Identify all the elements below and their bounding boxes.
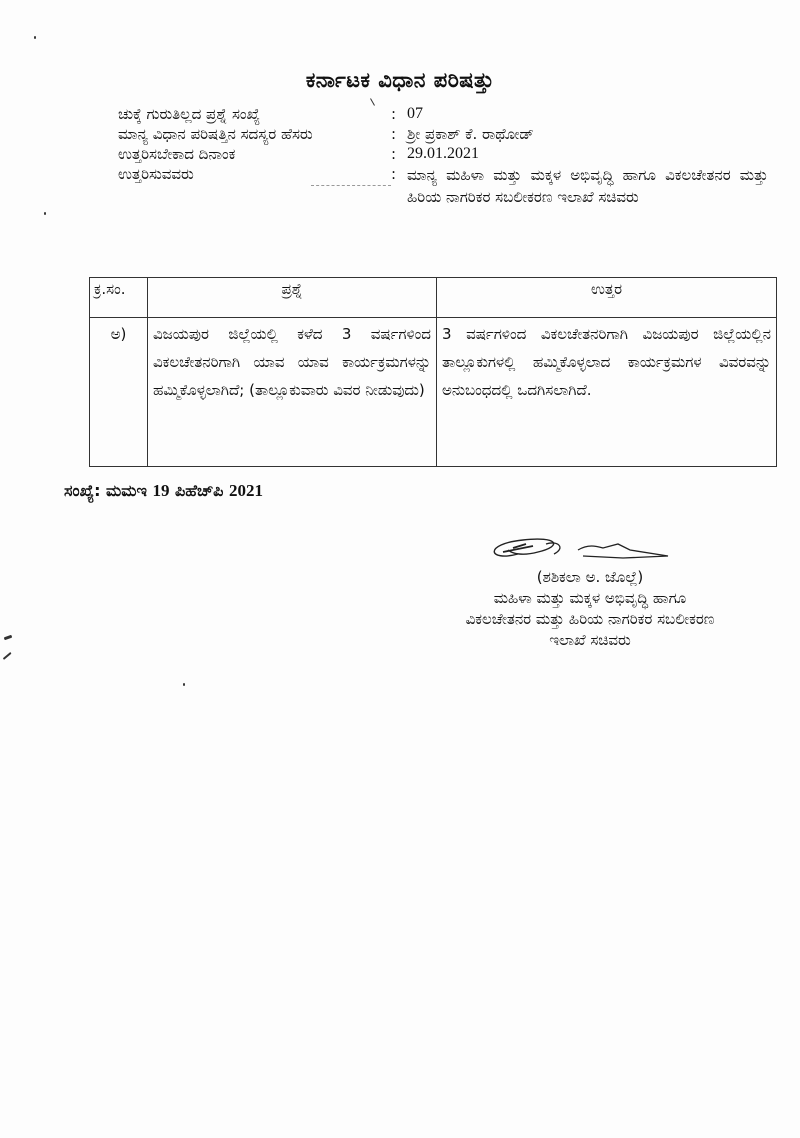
meta-row-question-number — [118, 104, 768, 124]
scan-speck — [44, 212, 46, 215]
serial-number-cell: ಅ) — [90, 318, 148, 467]
table-header-row — [90, 278, 777, 318]
meta-row-answer-date — [118, 144, 768, 164]
meta-colon: : — [391, 105, 397, 123]
member-name: ಶ್ರೀ ಪ್ರಕಾಶ್ ಕೆ. ರಾಥೋಡ್ — [407, 125, 534, 143]
meta-row-member-name — [118, 124, 768, 144]
meta-colon: : — [391, 145, 397, 163]
signatory-block — [380, 567, 800, 651]
reference-number — [64, 481, 263, 501]
meta-row-respondent — [118, 164, 768, 208]
meta-colon: : — [391, 125, 397, 143]
signatory-title-line-1: ಮಹಿಳಾ ಮತ್ತು ಮಕ್ಕಳ ಅಭಿವೃದ್ಧಿ ಹಾಗೂ — [493, 589, 687, 607]
signatory-title-line-3: ಇಲಾಖೆ ಸಚಿವರು — [549, 631, 631, 649]
answer-date: 29.01.2021 — [407, 145, 479, 162]
document-title: ಕರ್ನಾಟಕ ವಿಧಾನ ಪರಿಷತ್ತು — [305, 68, 495, 92]
meta-label: ಚುಕ್ಕೆ ಗುರುತಿಲ್ಲದ ಪ್ರಶ್ನೆ ಸಂಖ್ಯೆ — [118, 105, 261, 123]
meta-label: ಉತ್ತರಿಸಬೇಕಾದ ದಿನಾಂಕ — [118, 145, 236, 163]
reference-prefix: ಸಂಖ್ಯೆ: ಮಮಇ — [64, 481, 153, 500]
question-number: 07 — [407, 105, 423, 122]
scan-speck — [183, 683, 185, 686]
table-row — [90, 318, 777, 467]
reference-num1: 19 — [152, 481, 170, 500]
scan-speck — [4, 635, 13, 641]
question-metadata — [118, 104, 768, 208]
meta-label: ಉತ್ತರಿಸುವವರು — [118, 165, 194, 183]
question-answer-table — [89, 277, 777, 467]
answer-cell: 3 ವರ್ಷಗಳಿಂದ ವಿಕಲಚೇತನರಿಗಾಗಿ ವಿಜಯಪುರ ಜಿಲ್ಲೆಯಲ್ಲಿನ ತಾಲ್ಲೂಕುಗಳಲ್ಲಿ ಹಮ್ಮಿಕೊಳ್ಳಲಾದ ಕಾರ್ಯಕ್ರಮಗಳ ವಿವರವನ್ನು ಅನುಬಂಧದಲ್ಲಿ ಒದಗಿಸಲಾಗಿದೆ. — [437, 318, 777, 467]
header-answer: ಉತ್ತರ — [437, 278, 777, 318]
meta-colon: : — [391, 165, 397, 183]
scan-speck — [3, 652, 12, 660]
signatory-name: (ಶಶಿಕಲಾ ಅ. ಜೊಲ್ಲೆ) — [536, 568, 644, 586]
question-cell: ವಿಜಯಪುರ ಜಿಲ್ಲೆಯಲ್ಲಿ ಕಳೆದ 3 ವರ್ಷಗಳಿಂದ ವಿಕಲಚೇತನರಿಗಾಗಿ ಯಾವ ಯಾವ ಕಾರ್ಯಕ್ರಮಗಳನ್ನು ಹಮ್ಮಿಕೊಳ್ಳಲಾಗಿದೆ; (ತಾಲ್ಲೂಕುವಾರು ವಿವರ ನೀಡುವುದು) — [148, 318, 437, 467]
reference-year: 2021 — [228, 481, 263, 500]
header-question: ಪ್ರಶ್ನೆ — [148, 278, 437, 318]
header-serial-number: ಕ್ರ.ಸಂ. — [90, 278, 148, 318]
scan-speck — [34, 36, 36, 39]
leader-dots-divider — [311, 185, 391, 186]
reference-mid: ಪಿಹೆಚ್‌ಪಿ — [169, 481, 229, 500]
meta-label: ಮಾನ್ಯ ವಿಧಾನ ಪರಿಷತ್ತಿನ ಸದಸ್ಯರ ಹೆಸರು — [118, 125, 313, 143]
signature-icon — [478, 534, 678, 566]
signatory-title-line-2: ವಿಕಲಚೇತನರ ಮತ್ತು ಹಿರಿಯ ನಾಗರಿಕರ ಸಬಲೀಕರಣ — [465, 610, 715, 628]
respondent: ಮಾನ್ಯ ಮಹಿಳಾ ಮತ್ತು ಮಕ್ಕಳ ಅಭಿವೃದ್ಧಿ ಹಾಗೂ ವಿಕಲಚೇತನರ ಮತ್ತು ಹಿರಿಯ ನಾಗರಿಕರ ಸಬಲೀಕರಣ ಇಲಾಖೆ ಸಚಿವರು — [407, 166, 768, 206]
